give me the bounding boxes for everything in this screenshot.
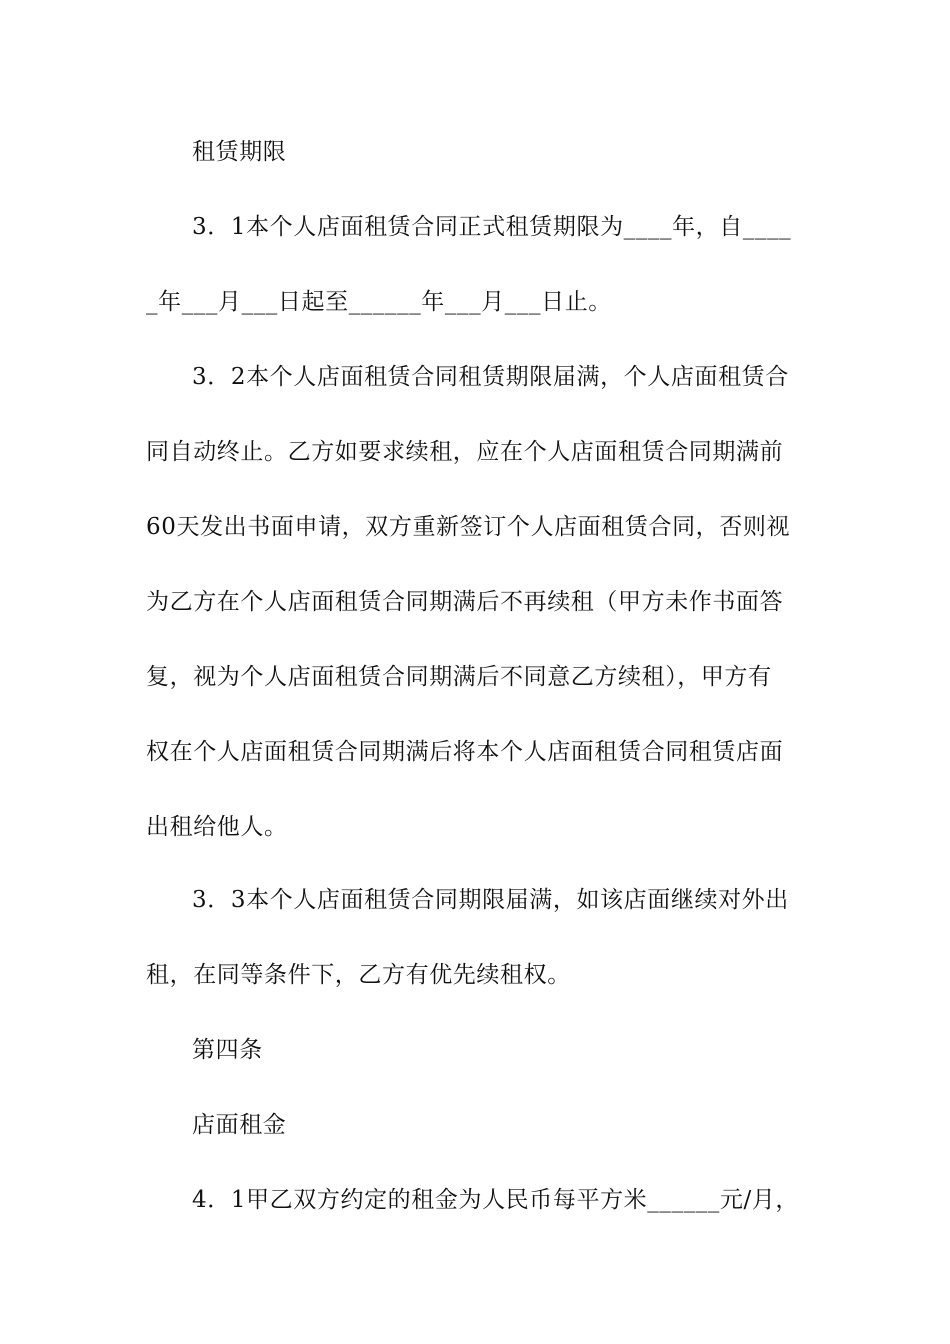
clause-3-2-line-2: 同自动终止。乙方如要求续租，应在个人店面租赁合同期满前 (146, 439, 784, 465)
section-heading-rent: 店面租金 (192, 1112, 287, 1138)
clause-3-2-line-7: 出租给他人。 (146, 814, 288, 840)
clause-4-1-line-1: 4．1甲乙双方约定的租金为人民币每平方米______元/月， (192, 1187, 800, 1213)
section-heading-lease-term: 租赁期限 (192, 139, 287, 165)
clause-3-2-line-3: 60天发出书面申请，双方重新签订个人店面租赁合同，否则视 (146, 514, 791, 540)
clause-3-3-line-2: 租，在同等条件下，乙方有优先续租权。 (146, 962, 571, 988)
clause-3-2-line-4: 为乙方在个人店面租赁合同期满后不再续租（甲方未作书面答 (146, 589, 784, 615)
clause-3-1-line-2: _年___月___日起至______年___月___日止。 (146, 289, 612, 315)
clause-3-2-line-5: 复，视为个人店面租赁合同期满后不同意乙方续租），甲方有 (146, 664, 772, 690)
clause-3-2-line-6: 权在个人店面租赁合同期满后将本个人店面租赁合同租赁店面 (146, 739, 784, 765)
clause-3-1-line-1: 3．1本个人店面租赁合同正式租赁期限为____年，自____ (192, 214, 792, 240)
clause-3-2-line-1: 3．2本个人店面租赁合同租赁期限届满，个人店面租赁合 (192, 364, 789, 390)
article-four-heading: 第四条 (192, 1037, 263, 1063)
clause-3-3-line-1: 3．3本个人店面租赁合同期限届满，如该店面继续对外出 (192, 887, 789, 913)
